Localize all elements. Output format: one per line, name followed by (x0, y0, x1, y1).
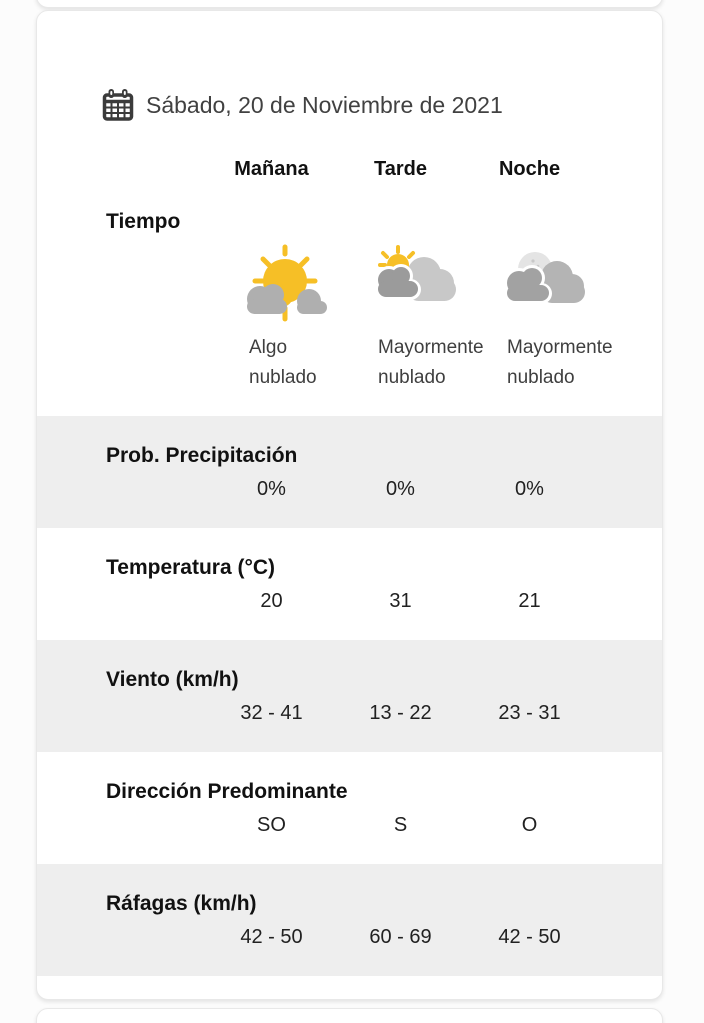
date-label: Sábado, 20 de Noviembre de 2021 (146, 91, 503, 118)
row-value: S (393, 814, 408, 836)
partly-cloudy-day-icon (239, 243, 331, 323)
row-value: 13 - 22 (369, 702, 432, 724)
previous-card-edge (36, 0, 663, 8)
table-row (37, 864, 662, 976)
row-label: Viento (km/h) (106, 668, 239, 691)
row-value: 20 (260, 590, 283, 612)
row-value: SO (257, 814, 286, 836)
forecast-card (36, 10, 663, 1000)
row-value: 31 (389, 590, 412, 612)
row-label: Ráfagas (km/h) (106, 892, 257, 915)
row-label: Temperatura (°C) (106, 556, 276, 579)
mostly-cloudy-day-icon (368, 243, 460, 323)
condition-caption: Mayormente nublado (378, 337, 484, 388)
condition-caption: Algo nublado (249, 337, 317, 388)
table-row (37, 640, 662, 752)
next-card-edge (36, 1008, 663, 1023)
row-value: 60 - 69 (369, 926, 432, 948)
row-label: Prob. Precipitación (106, 444, 298, 467)
table-row (37, 752, 662, 864)
row-label: Dirección Predominante (106, 780, 348, 803)
row-value: 0% (515, 478, 544, 500)
weather-icons-row (77, 235, 631, 323)
row-value: 32 - 41 (240, 702, 303, 724)
row-value: O (521, 814, 538, 836)
mostly-cloudy-night-icon (497, 243, 589, 323)
condition-caption: Mayormente nublado (507, 337, 613, 388)
row-value: 21 (518, 590, 541, 612)
date-header (100, 87, 662, 123)
column-header-manana: Mañana (234, 158, 309, 180)
calendar-icon (100, 87, 136, 123)
row-value: 42 - 50 (240, 926, 303, 948)
table-row (37, 416, 662, 528)
row-value: 42 - 50 (498, 926, 561, 948)
row-value: 0% (386, 478, 415, 500)
row-value: 0% (257, 478, 286, 500)
weather-row (77, 209, 631, 235)
weather-row-label: Tiempo (106, 210, 181, 233)
table-row (37, 528, 662, 640)
row-value: 23 - 31 (498, 702, 561, 724)
column-header-row (77, 157, 631, 181)
column-header-noche: Noche (498, 158, 561, 180)
weather-captions-row (77, 323, 631, 393)
column-header-tarde: Tarde (374, 158, 427, 180)
